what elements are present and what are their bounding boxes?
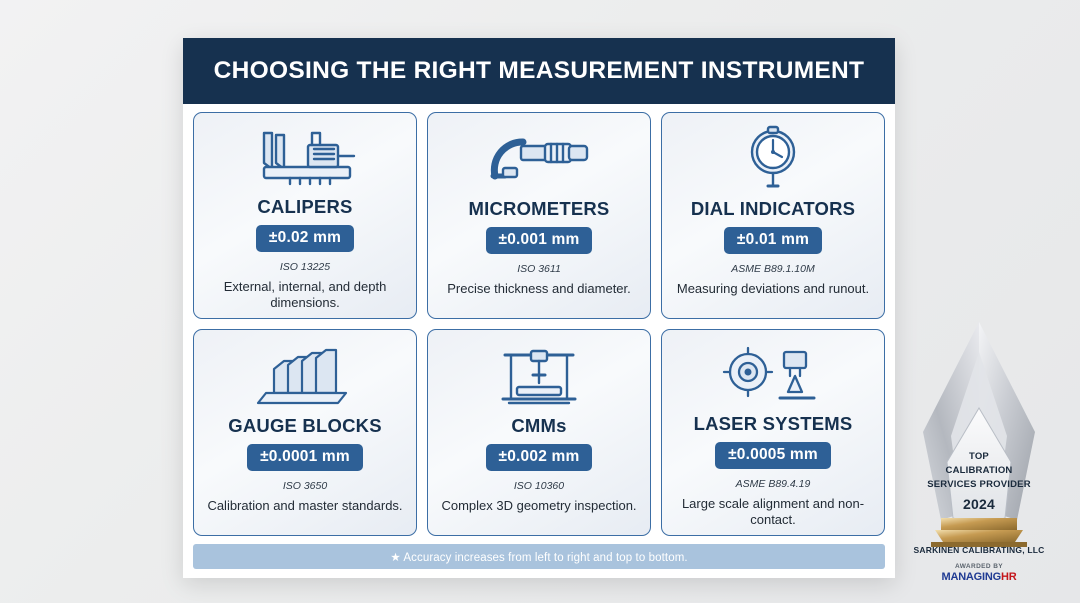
instrument-title: CALIPERS	[257, 196, 353, 217]
gauge-blocks-icon	[250, 340, 360, 414]
instrument-card-dial-indicators[interactable]	[661, 112, 885, 319]
accuracy-badge: ±0.002 mm	[486, 444, 593, 471]
award-brand-accent: HR	[1001, 571, 1017, 583]
standard-label: ISO 3650	[282, 480, 328, 492]
instrument-description: Large scale alignment and non-contact.	[681, 496, 865, 528]
footer-note: ★ Accuracy increases from left to right and top to bottom.	[390, 551, 688, 564]
instrument-description: Calibration and master standards.	[207, 498, 403, 513]
award-brand	[895, 571, 1063, 583]
infographic-card	[183, 38, 895, 578]
standard-label: ASME B89.1.10M	[731, 263, 815, 275]
instrument-description: External, internal, and depth dimensions.	[223, 279, 387, 311]
instrument-title: MICROMETERS	[468, 198, 610, 219]
instrument-grid	[183, 104, 895, 536]
plaque-line-3: SERVICES PROVIDER	[927, 478, 1031, 490]
instrument-title: DIAL INDICATORS	[690, 198, 856, 219]
trophy-icon	[895, 312, 1063, 584]
plaque-line-2: CALIBRATION	[945, 464, 1013, 476]
micrometer-icon	[479, 123, 599, 197]
trophy-plaque-text	[895, 450, 1063, 515]
accuracy-badge: ±0.0005 mm	[715, 442, 831, 469]
standard-label: ISO 10360	[513, 480, 565, 492]
caliper-icon	[250, 123, 360, 195]
instrument-card-calipers[interactable]	[193, 112, 417, 319]
instrument-card-laser-systems[interactable]	[661, 329, 885, 536]
title-bar	[183, 38, 895, 104]
instrument-card-gauge-blocks[interactable]	[193, 329, 417, 536]
plaque-year: 2024	[963, 496, 995, 513]
accuracy-badge: ±0.01 mm	[724, 227, 822, 254]
accuracy-badge: ±0.02 mm	[256, 225, 354, 252]
award-badge	[895, 312, 1063, 584]
page-title: CHOOSING THE RIGHT MEASUREMENT INSTRUMENT	[213, 57, 865, 84]
award-company-name: SARKINEN CALIBRATING, LLC	[913, 545, 1045, 555]
awarded-by-label: AWARDED BY	[954, 563, 1004, 570]
cmm-icon	[491, 340, 587, 414]
standard-label: ISO 13225	[279, 261, 331, 273]
footer-note-bar	[193, 544, 885, 569]
trophy-graphic	[895, 312, 1063, 584]
instrument-description: Measuring deviations and runout.	[676, 281, 870, 296]
instrument-title: GAUGE BLOCKS	[228, 415, 382, 436]
accuracy-badge: ±0.001 mm	[486, 227, 593, 254]
instrument-card-micrometers[interactable]	[427, 112, 651, 319]
instrument-card-cmms[interactable]	[427, 329, 651, 536]
instrument-description: Complex 3D geometry inspection.	[441, 498, 637, 513]
plaque-line-1: TOP	[969, 451, 989, 462]
standard-label: ASME B89.4.19	[735, 478, 811, 490]
instrument-title: CMMs	[511, 415, 567, 436]
dial-indicator-icon	[730, 123, 816, 197]
laser-system-icon	[718, 340, 828, 412]
instrument-description: Precise thickness and diameter.	[447, 281, 631, 296]
standard-label: ISO 3611	[517, 263, 561, 275]
award-brand-main: MANAGING	[941, 571, 1001, 583]
accuracy-badge: ±0.0001 mm	[247, 444, 363, 471]
instrument-title: LASER SYSTEMS	[693, 413, 853, 434]
